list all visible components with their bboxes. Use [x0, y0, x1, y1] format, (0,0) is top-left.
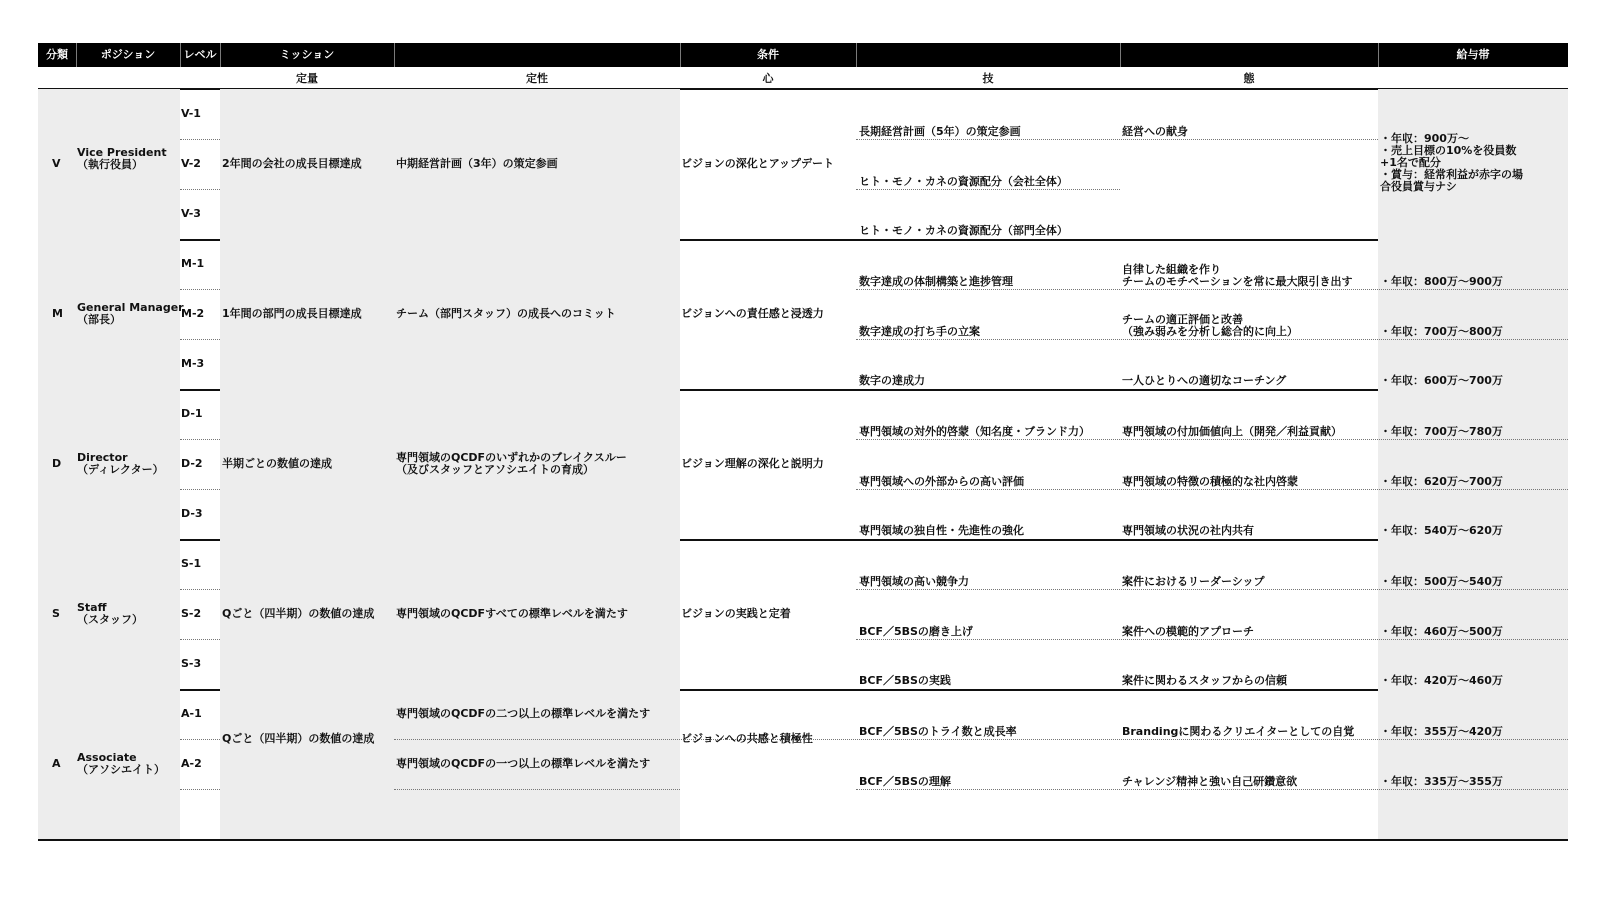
salary-band: ・年収：335万～355万	[1380, 775, 1503, 788]
level-code: S-3	[181, 657, 202, 670]
level-code: V-2	[181, 157, 201, 170]
level-code: D-3	[181, 507, 203, 520]
level-code: D-2	[181, 457, 203, 470]
salary-band: ・年収：800万～900万	[1380, 275, 1503, 288]
mission-qualitative: 中期経営計画（3年）の策定参画	[396, 157, 558, 170]
salary-band: ・年収：500万～540万	[1380, 575, 1503, 588]
condition-attitude: 専門領域の特徴の積極的な社内啓蒙	[1122, 475, 1298, 488]
salary-band: ・年収：460万～500万	[1380, 625, 1503, 638]
header-divider	[856, 43, 857, 67]
header-position: ポジション	[100, 48, 156, 61]
category-code: V	[52, 157, 61, 170]
salary-band: ・年収：700万～780万	[1380, 425, 1503, 438]
condition-attitude: Brandingに関わるクリエイターとしての自覚	[1122, 725, 1355, 738]
level-code: M-1	[181, 257, 205, 270]
header-level: レベル	[183, 48, 217, 61]
subheader-qualitative: 定性	[526, 72, 548, 85]
subheader-quantitative: 定量	[296, 72, 318, 85]
condition-attitude: チームの適正評価と改善 （強み弱みを分析し総合的に向上）	[1122, 313, 1298, 338]
salary-band: ・年収：700万～800万	[1380, 325, 1503, 338]
mission-quantitative: 2年間の会社の成長目標達成	[222, 157, 362, 170]
level-code: D-1	[181, 407, 203, 420]
position-name: Vice President （執行役員）	[77, 146, 167, 171]
condition-attitude: 経営への献身	[1122, 125, 1188, 138]
header-mission: ミッション	[279, 48, 335, 61]
mission-qualitative: 専門領域のQCDFすべての標準レベルを満たす	[396, 607, 628, 620]
condition-attitude: 専門領域の付加価値向上（開発／利益貢献）	[1122, 425, 1342, 438]
level-code: S-1	[181, 557, 202, 570]
header-divider	[1120, 43, 1121, 67]
mission-qualitative: 専門領域のQCDFの一つ以上の標準レベルを満たす	[396, 757, 651, 770]
condition-attitude: 自律した組織を作り チームのモチベーションを常に最大限引き出す	[1122, 263, 1353, 288]
condition-skill: BCF／5BSの磨き上げ	[859, 625, 973, 638]
grade-row-d	[38, 389, 1568, 539]
condition-skill: 長期経営計画（5年）の策定参画	[859, 125, 1021, 138]
position-name: Staff （スタッフ）	[77, 601, 143, 626]
header-salary-band: 給与帯	[1456, 48, 1490, 61]
grade-row-s	[38, 539, 1568, 689]
level-code: S-2	[181, 607, 202, 620]
mission-qualitative: チーム（部門スタッフ）の成長へのコミット	[396, 307, 616, 320]
condition-skill: ヒト・モノ・カネの資源配分（会社全体）	[859, 175, 1068, 188]
mission-quantitative: Qごと（四半期）の数値の達成	[222, 732, 375, 745]
salary-band: ・年収：420万～460万	[1380, 674, 1503, 687]
position-name: Director （ディレクター）	[77, 451, 164, 476]
condition-skill: 専門領域の高い競争力	[859, 575, 969, 588]
header-divider	[76, 43, 77, 67]
condition-skill: 数字の達成力	[859, 374, 925, 387]
category-code: A	[52, 757, 61, 770]
header-divider	[180, 43, 181, 67]
condition-skill: 数字達成の打ち手の立案	[859, 325, 980, 338]
header-category: 分類	[46, 48, 68, 61]
condition-skill: BCF／5BSのトライ数と成長率	[859, 725, 1017, 738]
category-code: D	[52, 457, 62, 470]
grade-row-a	[38, 689, 1568, 839]
salary-band: ・年収：540万～620万	[1380, 524, 1503, 537]
condition-skill: BCF／5BSの実践	[859, 674, 951, 687]
condition-attitude: 一人ひとりへの適切なコーチング	[1122, 374, 1287, 387]
condition-mind: ビジョンの深化とアップデート	[681, 157, 835, 170]
level-code: V-1	[181, 107, 201, 120]
position-name: General Manager （部長）	[77, 301, 184, 326]
salary-band: ・年収：355万～420万	[1380, 725, 1503, 738]
condition-skill: 専門領域の対外的啓蒙（知名度・ブランド力）	[859, 425, 1090, 438]
salary-band: ・年収：600万～700万	[1380, 374, 1503, 387]
level-code: V-3	[181, 207, 201, 220]
condition-skill: BCF／5BSの理解	[859, 775, 951, 788]
mission-quantitative: Qごと（四半期）の数値の達成	[222, 607, 375, 620]
subheader-mind: 心	[762, 72, 774, 85]
mission-qualitative: 専門領域のQCDFのいずれかのブレイクスルー （及びスタッフとアソシエイトの育成）	[396, 451, 627, 476]
condition-attitude: チャレンジ精神と強い自己研鑽意欲	[1122, 775, 1298, 788]
subheader-skill: 技	[982, 72, 994, 85]
mission-quantitative: 1年間の部門の成長目標達成	[222, 307, 362, 320]
grade-row-v	[38, 89, 1568, 239]
table-bottom-rule	[38, 839, 1568, 841]
position-name: Associate （アソシエイト）	[77, 751, 165, 776]
header-divider	[680, 43, 681, 67]
condition-skill: 専門領域への外部からの高い評価	[859, 475, 1024, 488]
header-divider	[1378, 43, 1379, 67]
category-code: M	[52, 307, 63, 320]
subheader-attitude: 態	[1243, 72, 1255, 85]
condition-mind: ビジョン理解の深化と説明力	[681, 457, 824, 470]
condition-mind: ビジョンへの責任感と浸透力	[681, 307, 824, 320]
condition-mind: ビジョンへの共感と積極性	[681, 732, 813, 745]
header-divider	[394, 43, 395, 67]
salary-band: ・年収：620万～700万	[1380, 475, 1503, 488]
level-code: A-1	[181, 707, 202, 720]
mission-quantitative: 半期ごとの数値の達成	[222, 457, 332, 470]
header-divider	[220, 43, 221, 67]
grade-row-m	[38, 239, 1568, 389]
condition-attitude: 案件におけるリーダーシップ	[1122, 575, 1265, 588]
level-code: M-2	[181, 307, 205, 320]
career-grade-table	[38, 43, 1568, 862]
condition-mind: ビジョンの実践と定着	[681, 607, 791, 620]
condition-attitude: 案件への模範的アプローチ	[1122, 625, 1254, 638]
header-conditions: 条件	[757, 48, 779, 61]
condition-attitude: 専門領域の状況の社内共有	[1122, 524, 1254, 537]
condition-attitude: 案件に関わるスタッフからの信頼	[1122, 674, 1287, 687]
condition-skill: ヒト・モノ・カネの資源配分（部門全体）	[859, 224, 1068, 237]
category-code: S	[52, 607, 60, 620]
level-code: A-2	[181, 757, 202, 770]
condition-skill: 専門領域の独自性・先進性の強化	[859, 524, 1024, 537]
salary-band: ・年収：900万～ ・売上目標の10%を役員数+1名で配分 ・賞与：経常利益が赤字の場合役員賞与ナシ	[1380, 132, 1523, 193]
condition-skill: 数字達成の体制構築と進捗管理	[859, 275, 1013, 288]
mission-qualitative: 専門領域のQCDFの二つ以上の標準レベルを満たす	[396, 707, 651, 720]
level-code: M-3	[181, 357, 205, 370]
